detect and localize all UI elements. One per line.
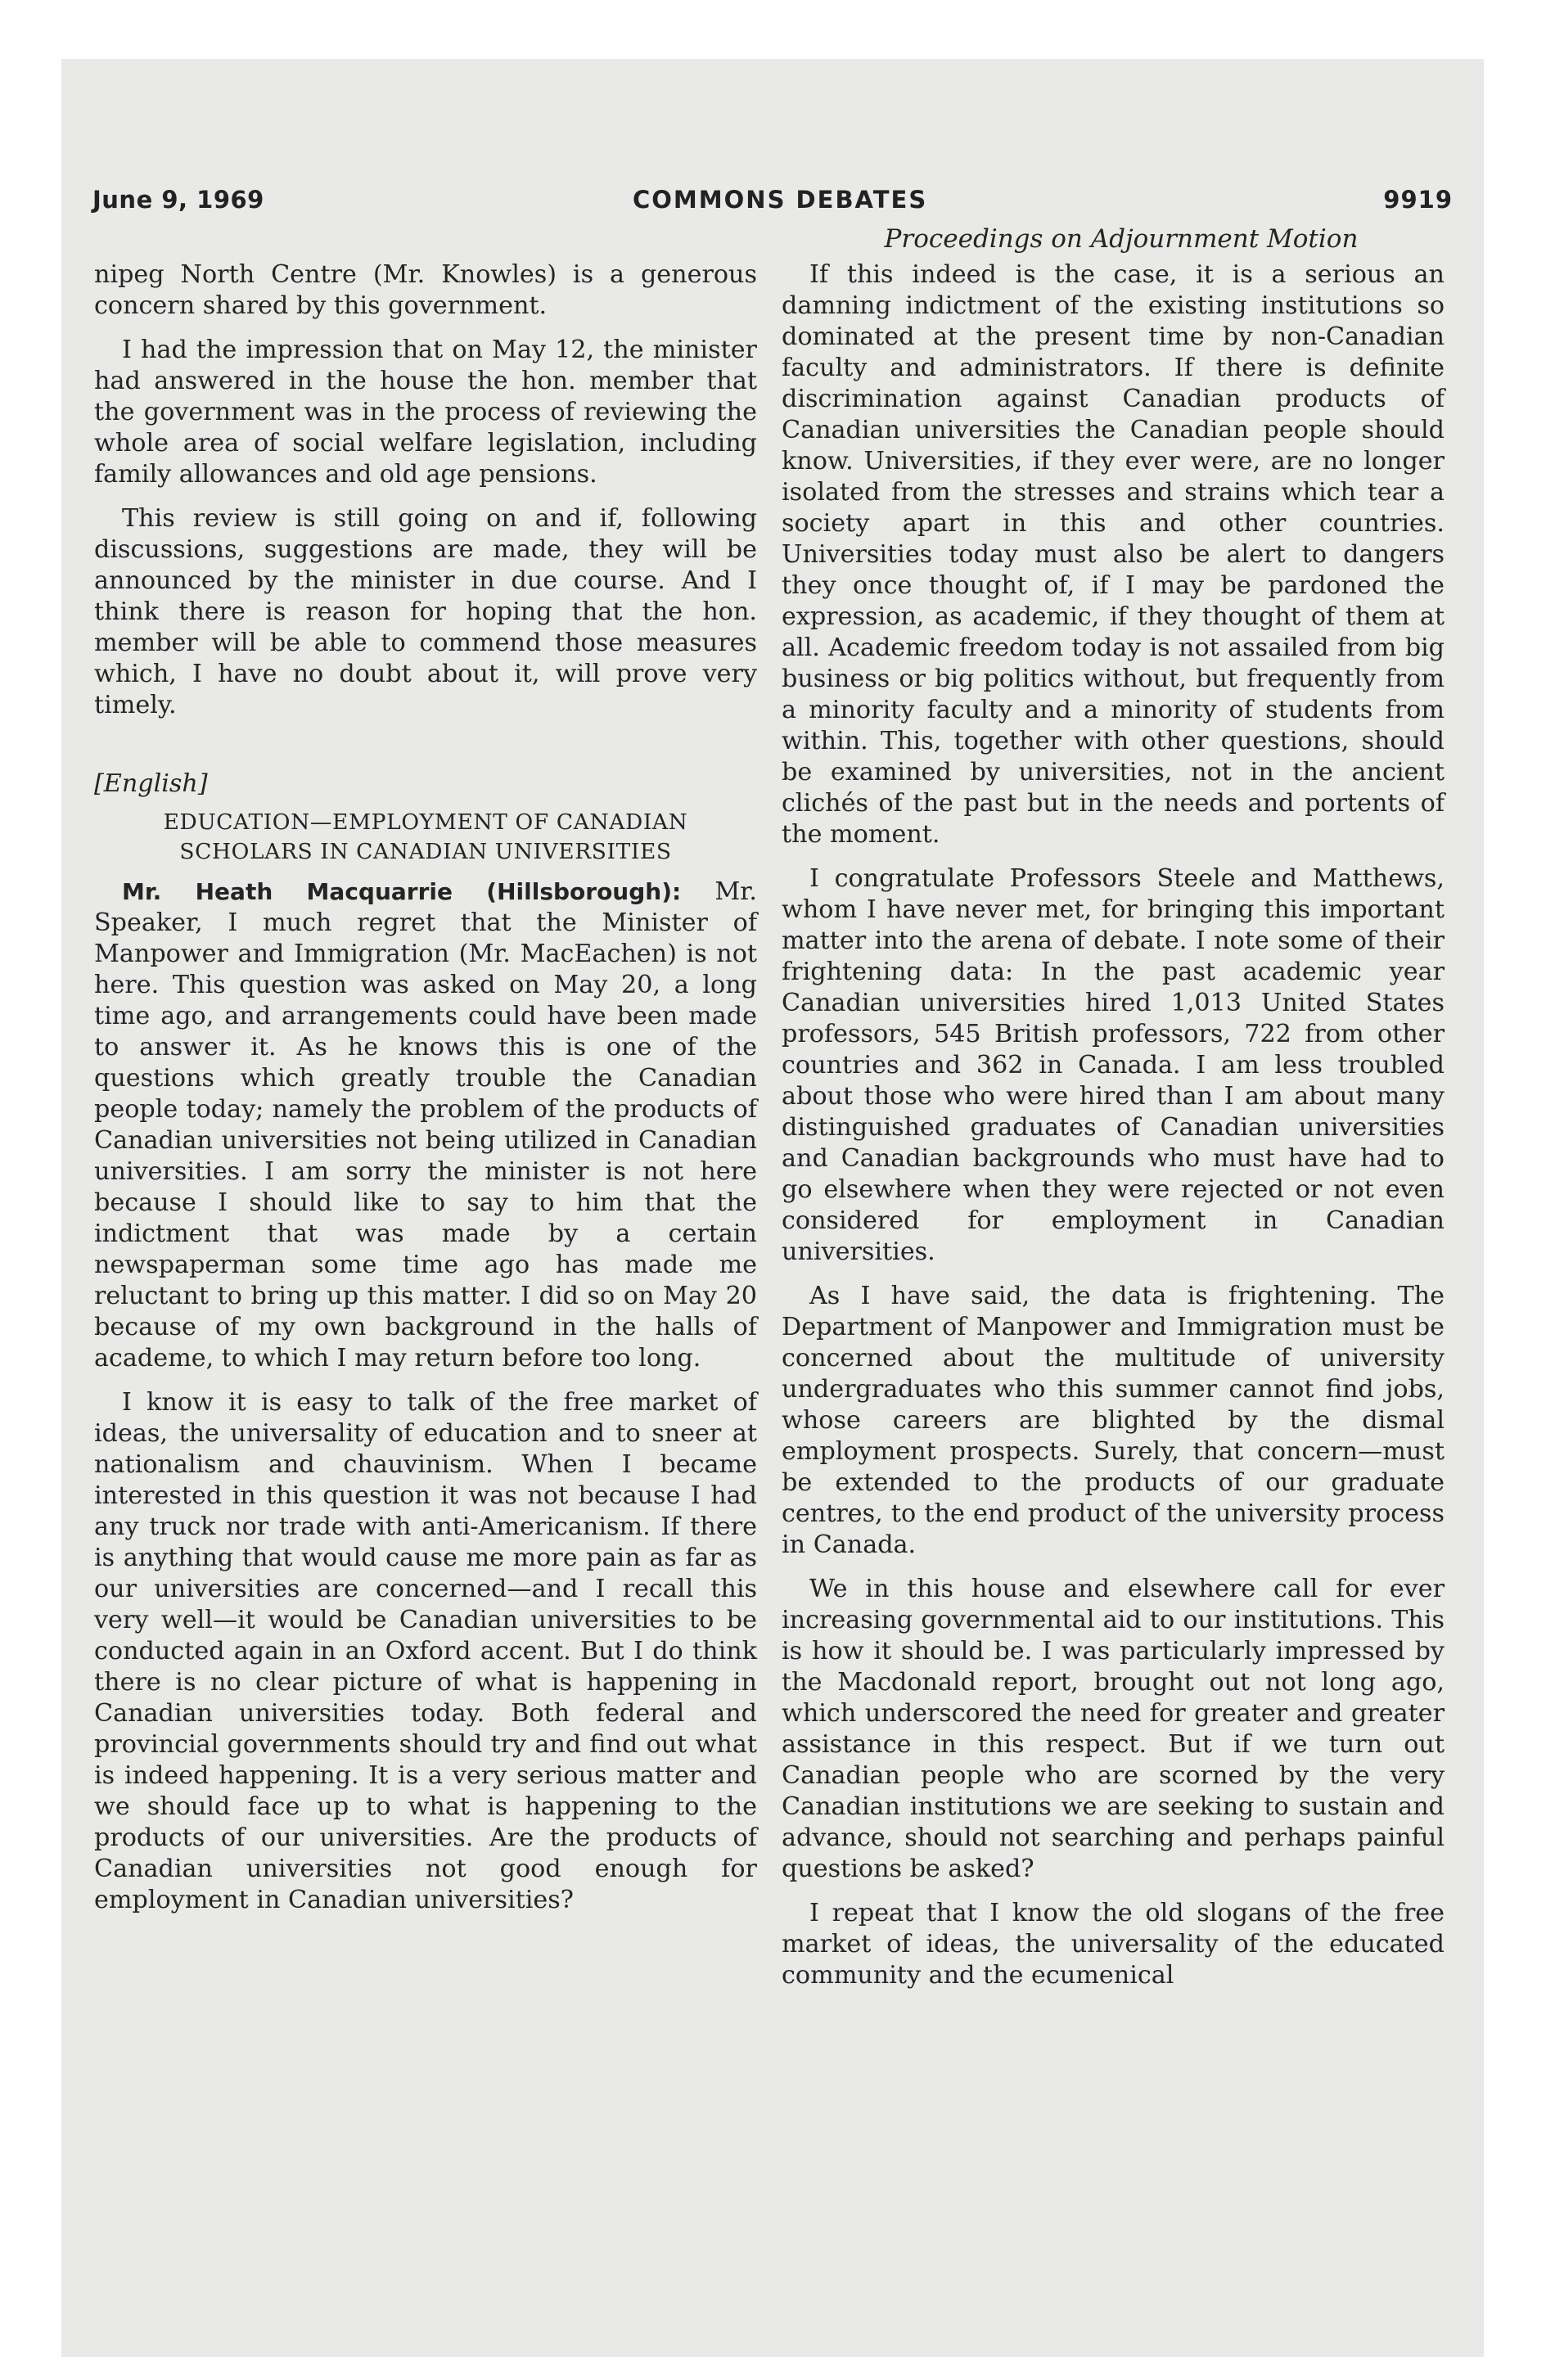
paragraph: We in this house and elsewhere call for ever increasing governmental aid to our institutions. This is how it should be. I was particularly impressed by the Macdonald report, brought out not long ago, which underscored the need for greater and greater assistance in this respect. But if we turn out Canadian people who are scorned by the very Canadian institutions we are seeking to sustain and advance, should not searching and perhaps painful questions be asked? bbox=[782, 1575, 1445, 1883]
speaker-paragraph bbox=[94, 877, 757, 1374]
scanned-page bbox=[61, 59, 1484, 2357]
language-tag: [English] bbox=[94, 769, 208, 798]
paragraph: If this indeed is the case, it is a serious an damning indictment of the existing institutions so dominated at the present time by non-Canadian faculty and administrators. If there is definite discrimination against Canadian products of Canadian universities the Canadian people should know. Universities, if they ever were, are no longer isolated from the stresses and strains which tear a society apart in this and other countries. Universities today must also be alert to dangers they once thought of, if I may be pardoned the expression, as academic, if they thought of them at all. Academic freedom today is not assailed from big business or big politics without, but frequently from a minority faculty and a minority of students from within. This, together with other questions, should be examined by universities, not in the ancient clichés of the past but in the needs and portents of the moment. bbox=[782, 260, 1445, 849]
header-date: June 9, 1969 bbox=[92, 186, 264, 214]
header-title: COMMONS DEBATES bbox=[633, 186, 928, 214]
section-subheader: Proceedings on Adjournment Motion bbox=[884, 224, 1359, 254]
debate-heading: EDUCATION—EMPLOYMENT OF CANADIAN SCHOLARS IN CANADIAN UNIVERSITIES bbox=[163, 809, 688, 864]
paragraph: As I have said, the data is frightening. The Department of Manpower and Immigration must be concerned about the multitude of university undergraduates who this summer cannot find jobs, whose careers are blighted by the dismal employment prospects. Surely, that concern—must be extended to the products of our graduate centres, to the end product of the university process in Canada. bbox=[782, 1282, 1445, 1559]
header-page-number: 9919 bbox=[1383, 186, 1453, 214]
left-column bbox=[94, 259, 757, 1929]
paragraph: This review is still going on and if, following discussions, suggestions are made, they will be announced by the minister in due course. And I think there is reason for hoping that the hon. member will be able to commend those measures which, I have no doubt about it, will prove very timely. bbox=[94, 504, 757, 719]
paragraph: nipeg North Centre (Mr. Knowles) is a generous concern shared by this government. bbox=[94, 260, 757, 320]
paragraph: I had the impression that on May 12, the minister had answered in the house the hon. member that the government was in the process of reviewing the whole area of social welfare legislation, including family allowances and old age pensions. bbox=[94, 336, 757, 489]
speaker-name: Mr. Heath Macquarrie (Hillsborough): bbox=[122, 878, 682, 905]
paragraph: I congratulate Professors Steele and Matthews, whom I have never met, for bringing this important matter into the arena of debate. I note some of their frightening data: In the past academic year Canadian universities hired 1,013 United States professors, 545 British professors, 722 from other countries and 362 in Canada. I am less troubled about those who were hired than I am about many distinguished graduates of Canadian universities and Canadian backgrounds who must have had to go elsewhere when they were rejected or not even considered for employment in Canadian universities. bbox=[782, 864, 1445, 1266]
speech-text: Mr. Speaker, I much regret that the Minister of Manpower and Immigration (Mr. MacEachen) is not here. This question was asked on May 20, a long time ago, and arrangements could have been made to answer it. As he knows this is one of the questions which greatly trouble the Canadian people today; namely the problem of the products of Canadian universities not being utilized in Canadian universities. I am sorry the minister is not here because I should like to say to him that the indictment that was made by a certain newspaperman some time ago has made me reluctant to bring up this matter. I did so on May 20 because of my own background in the halls of academe, to which I may return before too long. bbox=[94, 877, 757, 1373]
paragraph: I know it is easy to talk of the free market of ideas, the universality of education and to sneer at nationalism and chauvinism. When I became interested in this question it was not because I had any truck nor trade with anti-Americanism. If there is anything that would cause me more pain as far as our universities are concerned—and I recall this very well—it would be Canadian universities to be conducted again in an Oxford accent. But I do think there is no clear picture of what is happening in Canadian universities today. Both federal and provincial governments should try and find out what is indeed happening. It is a very serious matter and we should face up to what is happening to the products of our universities. Are the products of Canadian universities not good enough for employment in Canadian universities? bbox=[94, 1388, 757, 1914]
paragraph: I repeat that I know the old slogans of the free market of ideas, the universality of the educated community and the ecumenical bbox=[782, 1899, 1445, 1990]
right-column bbox=[782, 259, 1445, 2004]
